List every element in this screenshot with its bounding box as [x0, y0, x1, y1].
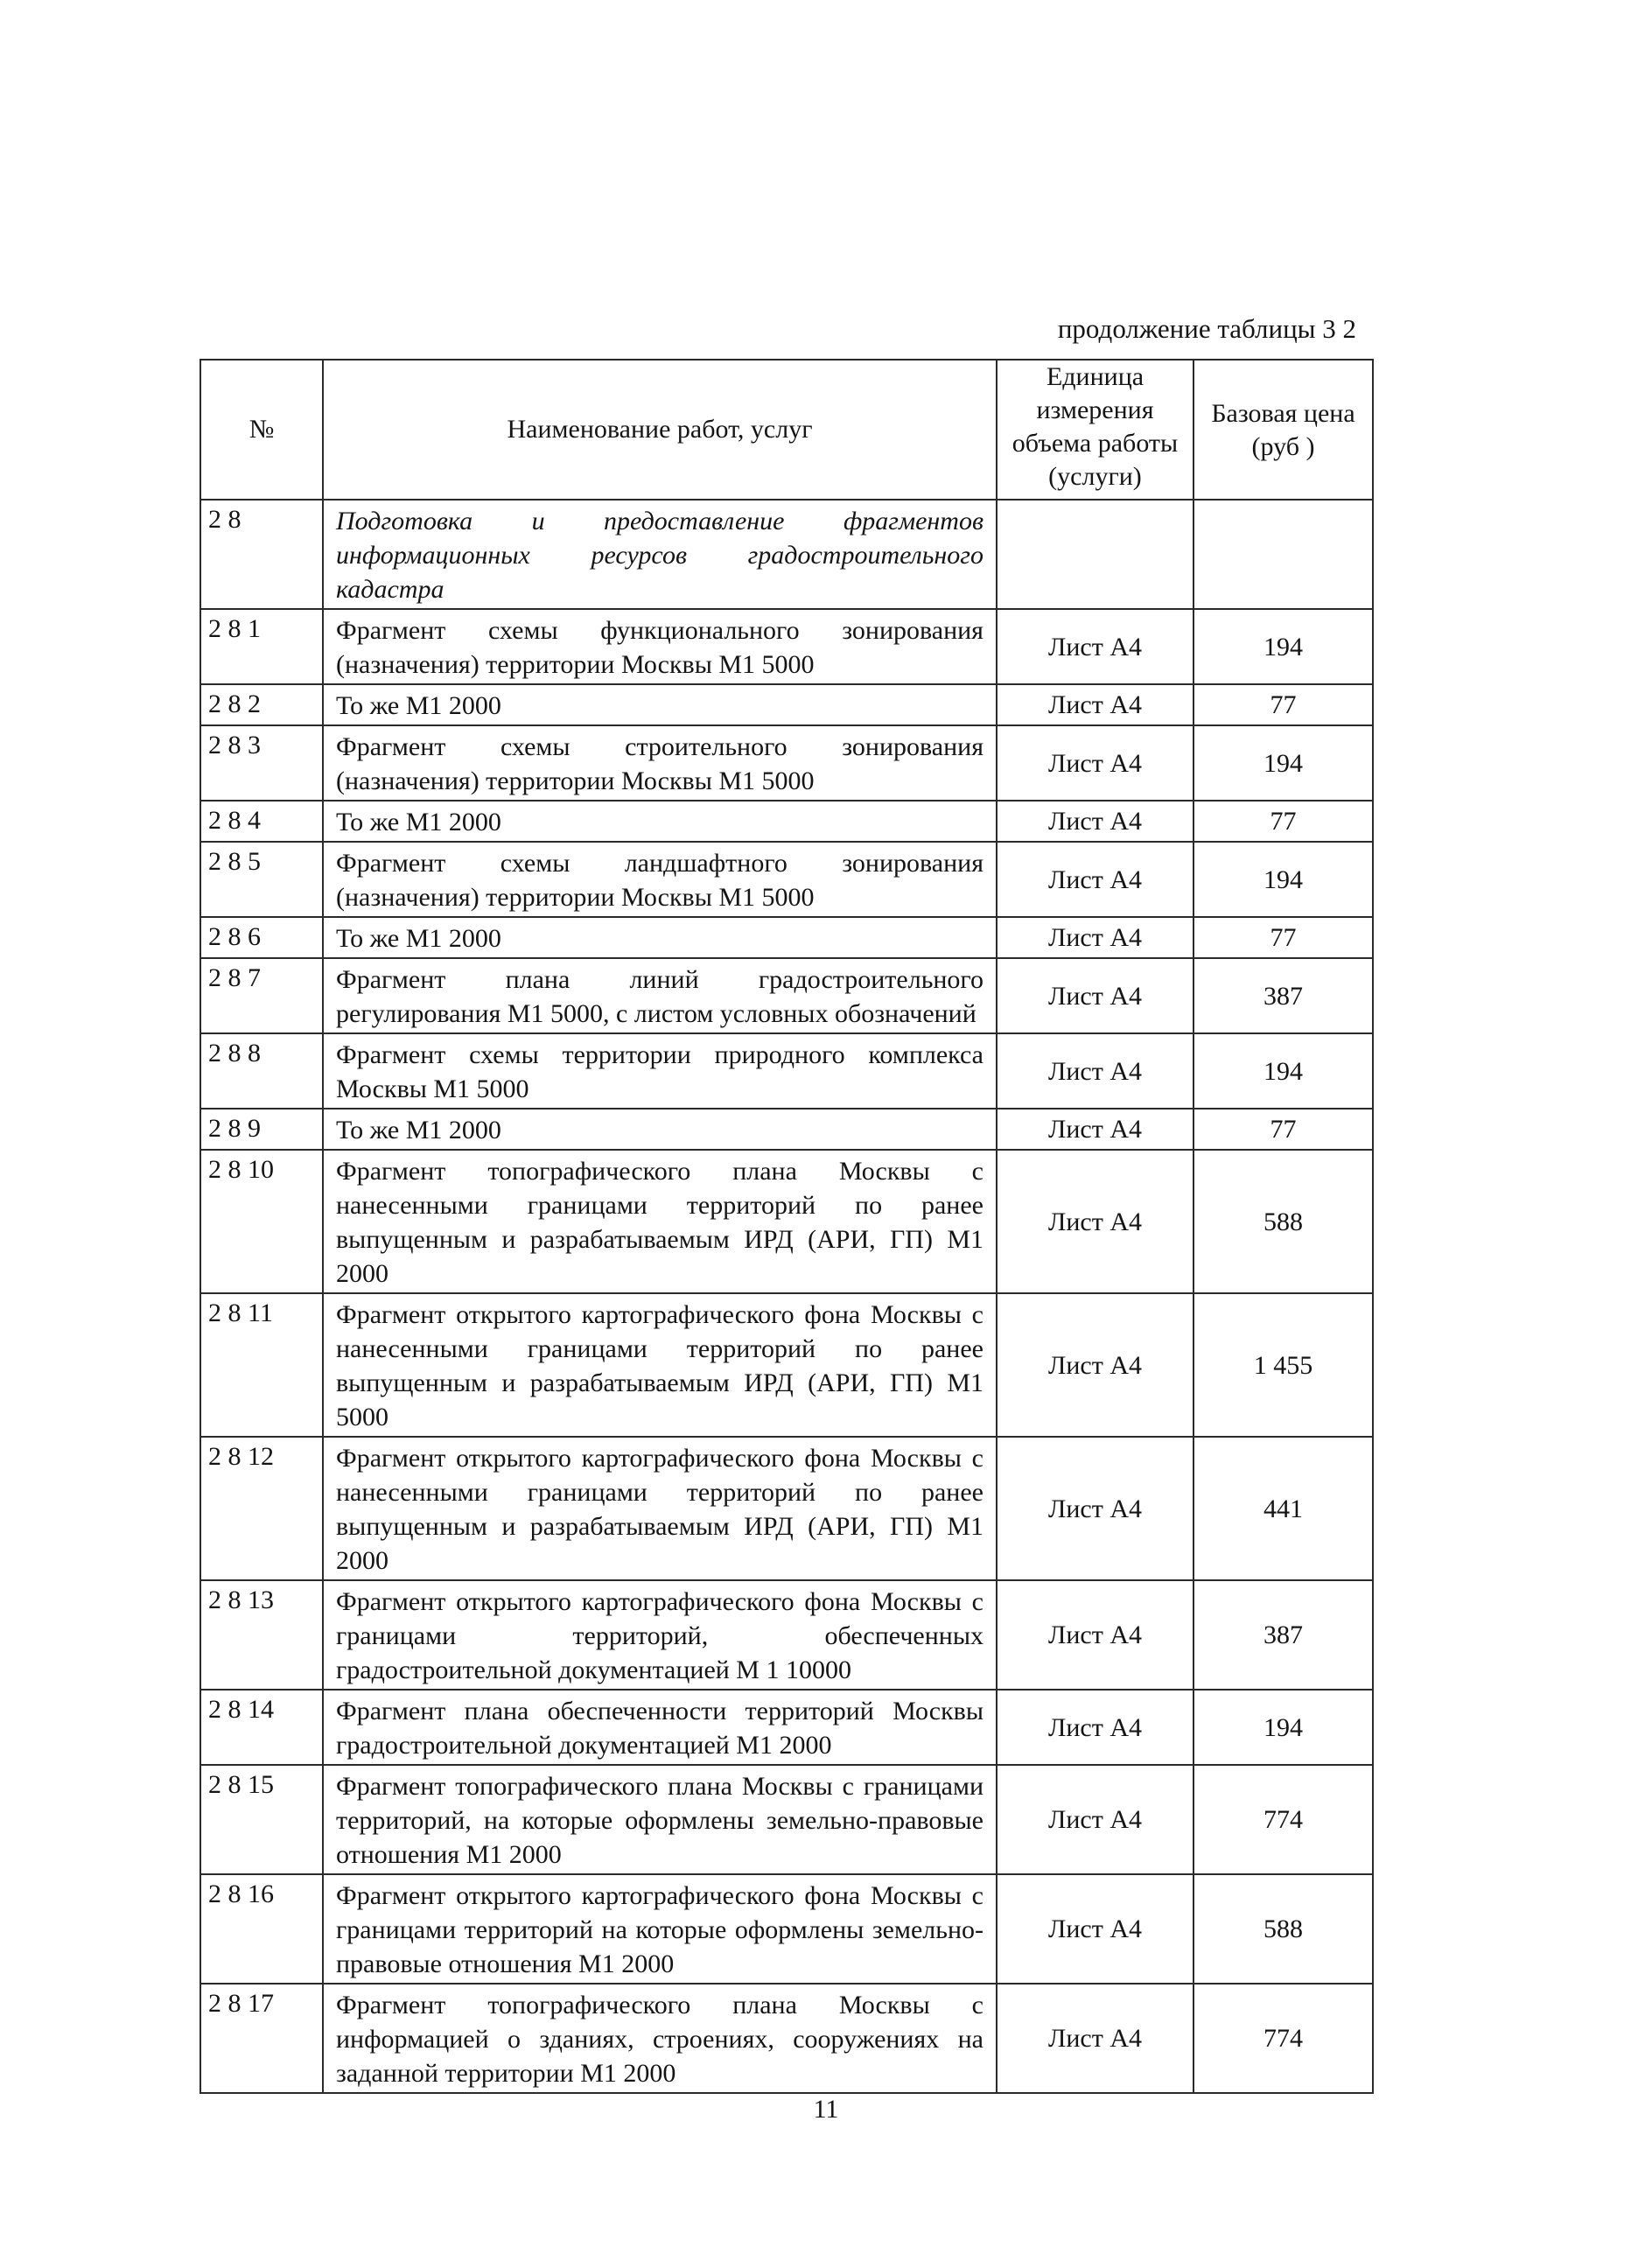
- row-number: 2 8 6: [200, 917, 323, 958]
- row-name: Фрагмент схемы ландшафтного зонирования (назначения) территории Москвы М1 5000: [323, 842, 997, 917]
- row-number: 2 8 2: [200, 684, 323, 725]
- table-row: [200, 500, 1373, 609]
- row-number: 2 8 4: [200, 801, 323, 842]
- row-number: 2 8 8: [200, 1033, 323, 1109]
- table-row: [200, 1150, 1373, 1293]
- table-caption: продолжение таблицы 3 2: [1057, 313, 1356, 344]
- row-number: 2 8 3: [200, 725, 323, 801]
- table-row: [200, 1293, 1373, 1437]
- row-number: 2 8 11: [200, 1293, 323, 1437]
- row-name: То же М1 2000: [323, 684, 997, 725]
- row-price: 1 455: [1194, 1293, 1373, 1437]
- row-price: 194: [1194, 609, 1373, 684]
- table-row: [200, 1984, 1373, 2093]
- row-price: 588: [1194, 1150, 1373, 1293]
- row-price: 194: [1194, 725, 1373, 801]
- table-body: [200, 500, 1373, 2093]
- row-price: 194: [1194, 842, 1373, 917]
- row-unit: Лист А4: [997, 609, 1194, 684]
- row-number: 2 8 10: [200, 1150, 323, 1293]
- table-row: [200, 958, 1373, 1033]
- row-price: 77: [1194, 684, 1373, 725]
- row-unit: Лист А4: [997, 917, 1194, 958]
- table-row: [200, 1033, 1373, 1109]
- row-name: Фрагмент плана обеспеченности территорий Москвы градостроительной документацией М1 2000: [323, 1690, 997, 1765]
- row-unit: [997, 500, 1194, 609]
- row-number: 2 8 12: [200, 1437, 323, 1580]
- row-unit: Лист А4: [997, 1874, 1194, 1984]
- row-price: 387: [1194, 1580, 1373, 1690]
- header-price: Базовая цена (руб ): [1194, 360, 1373, 500]
- row-number: 2 8 13: [200, 1580, 323, 1690]
- table-row: [200, 609, 1373, 684]
- header-name: Наименование работ, услуг: [323, 360, 997, 500]
- row-name: Фрагмент топографического плана Москвы с информацией о зданиях, строениях, сооружениях на заданной территории М1 2000: [323, 1984, 997, 2093]
- table-header-row: [200, 360, 1373, 500]
- row-name: Фрагмент топографического плана Москвы с нанесенными границами территорий по ранее выпущенным и разрабатываемым ИРД (АРИ, ГП) М1 2000: [323, 1150, 997, 1293]
- row-unit: Лист А4: [997, 1150, 1194, 1293]
- row-unit: Лист А4: [997, 684, 1194, 725]
- row-price: 774: [1194, 1984, 1373, 2093]
- row-unit: Лист А4: [997, 1984, 1194, 2093]
- row-name: Фрагмент схемы территории природного комплекса Москвы М1 5000: [323, 1033, 997, 1109]
- row-price: 77: [1194, 917, 1373, 958]
- table-row: [200, 1874, 1373, 1984]
- row-number: 2 8 15: [200, 1765, 323, 1874]
- price-table: [200, 359, 1374, 2094]
- row-unit: Лист А4: [997, 1765, 1194, 1874]
- header-number: №: [200, 360, 323, 500]
- page-number: 11: [813, 2095, 839, 2124]
- row-price: [1194, 500, 1373, 609]
- row-price: 774: [1194, 1765, 1373, 1874]
- table-row: [200, 801, 1373, 842]
- row-price: 77: [1194, 801, 1373, 842]
- row-name: То же М1 2000: [323, 1109, 997, 1150]
- row-unit: Лист А4: [997, 801, 1194, 842]
- row-name: Фрагмент плана линий градостроительного регулирования М1 5000, с листом условных обозначений: [323, 958, 997, 1033]
- row-name: Фрагмент схемы строительного зонирования (назначения) территории Москвы М1 5000: [323, 725, 997, 801]
- row-unit: Лист А4: [997, 958, 1194, 1033]
- row-name: Фрагмент схемы функционального зонирования (назначения) территории Москвы М1 5000: [323, 609, 997, 684]
- table-row: [200, 917, 1373, 958]
- row-name: То же М1 2000: [323, 801, 997, 842]
- row-unit: Лист А4: [997, 1033, 1194, 1109]
- row-number: 2 8 5: [200, 842, 323, 917]
- row-price: 588: [1194, 1874, 1373, 1984]
- row-price: 441: [1194, 1437, 1373, 1580]
- row-name: Фрагмент открытого картографического фона Москвы с границами территорий, обеспеченных градостроительной документацией М 1 10000: [323, 1580, 997, 1690]
- row-price: 77: [1194, 1109, 1373, 1150]
- row-number: 2 8 14: [200, 1690, 323, 1765]
- table-row: [200, 842, 1373, 917]
- header-unit: Единица измерения объема работы (услуги): [997, 360, 1194, 500]
- row-number: 2 8 7: [200, 958, 323, 1033]
- row-number: 2 8 16: [200, 1874, 323, 1984]
- row-unit: Лист А4: [997, 1580, 1194, 1690]
- row-number: 2 8: [200, 500, 323, 609]
- row-number: 2 8 9: [200, 1109, 323, 1150]
- table-row: [200, 1109, 1373, 1150]
- table-row: [200, 1765, 1373, 1874]
- row-unit: Лист А4: [997, 1109, 1194, 1150]
- row-name: Подготовка и предоставление фрагментов информационных ресурсов градостроительного кадастра: [323, 500, 997, 609]
- row-number: 2 8 17: [200, 1984, 323, 2093]
- row-name: Фрагмент топографического плана Москвы с границами территорий, на которые оформлены земельно-правовые отношения М1 2000: [323, 1765, 997, 1874]
- table-row: [200, 725, 1373, 801]
- row-name: Фрагмент открытого картографического фона Москвы с границами территорий на которые оформлены земельно-правовые отношения М1 2000: [323, 1874, 997, 1984]
- row-unit: Лист А4: [997, 1437, 1194, 1580]
- row-unit: Лист А4: [997, 842, 1194, 917]
- table-row: [200, 1437, 1373, 1580]
- table-row: [200, 684, 1373, 725]
- row-name: Фрагмент открытого картографического фона Москвы с нанесенными границами территорий по ранее выпущенным и разрабатываемым ИРД (АРИ, ГП) М1 5000: [323, 1293, 997, 1437]
- row-price: 194: [1194, 1033, 1373, 1109]
- row-name: Фрагмент открытого картографического фона Москвы с нанесенными границами территорий по ранее выпущенным и разрабатываемым ИРД (АРИ, ГП) М1 2000: [323, 1437, 997, 1580]
- row-unit: Лист А4: [997, 725, 1194, 801]
- row-unit: Лист А4: [997, 1690, 1194, 1765]
- table-row: [200, 1690, 1373, 1765]
- row-unit: Лист А4: [997, 1293, 1194, 1437]
- row-price: 387: [1194, 958, 1373, 1033]
- row-price: 194: [1194, 1690, 1373, 1765]
- row-name: То же М1 2000: [323, 917, 997, 958]
- table-row: [200, 1580, 1373, 1690]
- row-number: 2 8 1: [200, 609, 323, 684]
